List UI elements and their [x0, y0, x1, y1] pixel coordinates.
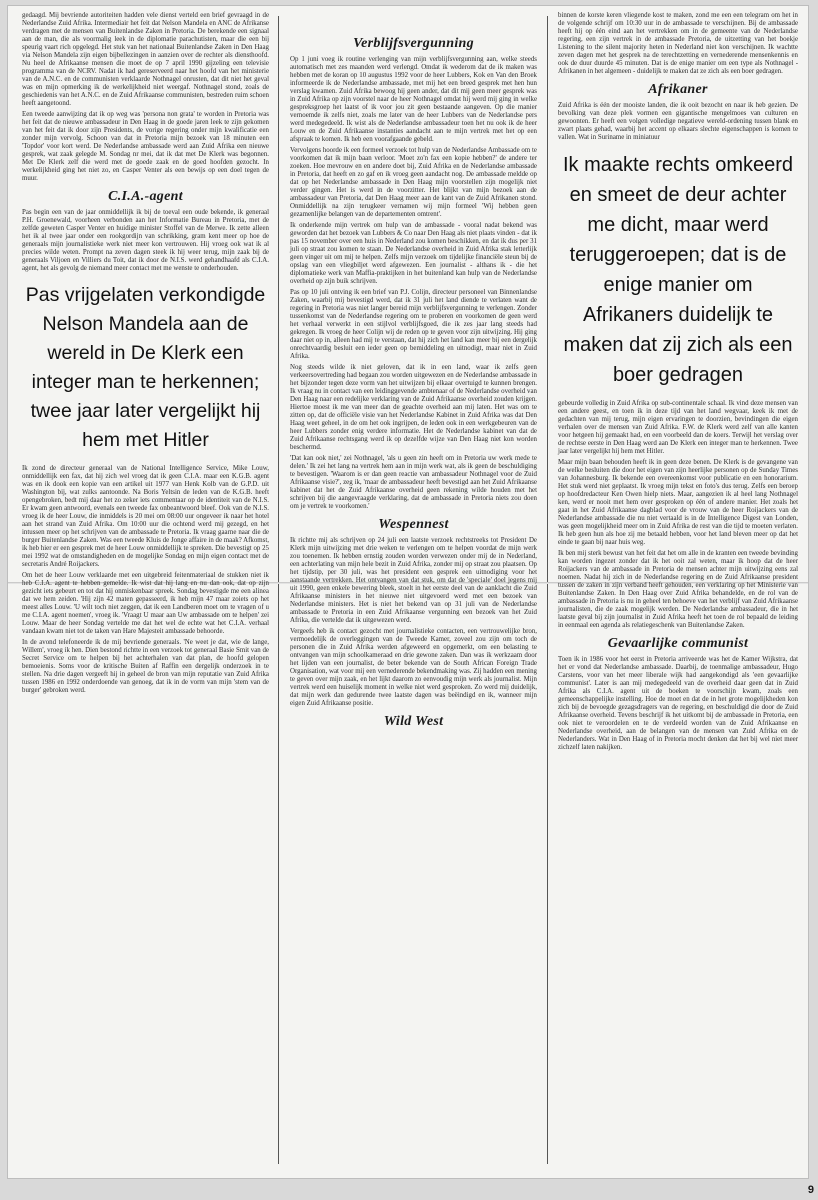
article-paragraph: binnen de korste keren vliegende kost te maken, zond me een een telegram om het in de volgende schrijf om 10:30 uur in de ambassade te verschijnen. Bij de ambassade heeft hij op één eind aan het vertrekken om in de gemeente van de Nederlandse regering, een zijn vertrek in de ambassade Pretoria, de uitzetting van het boekje Listening to the silent majority heten in Nederland niet kon verschijnen. Ik wachtte zeven dagen met het gesprek na de terechtzetting en vernederende mensenkennis en ook de duur duurde 45 minuten. Dat is de enige manier om een type als Nothnagel - Afrikanen in het algemeen - duidelijk te maken dat ze zich als een boer gedragen. — [558, 12, 798, 75]
article-paragraph: Zuid Afrika is één der mooiste landen, die ik ooit bezocht en naar ik heb gezien. De bevolking van deze plek vormen een gigantische mengelmoes van culturen en gewoonten. Er heeft een volgen volledige negatieve wereld-ordening tussen blank en zwart plaats gehad, waarbij het accent op elkaars slechte eigenschappen is komen te vallen. Wat in Suriname in miniatuur — [558, 102, 798, 141]
article-paragraph: In de avond telefoneerde ik de mij bevriende generaals. 'Ne weet je dat, wie de lange, Willem', vroeg ik hen. Dien bestond richtte in een verzoek tot generaal Basie Smit van de Secret Service om te helpen bij het achterhalen van dat plan, de hoofd gelopen bemoeienis. Soms voor de kritische Buiten af Raffin een dergelijk onderzoek in te stellen. Na drie dagen vergeeft hij in geheel de bron van mijn reputatie van Zuid Afrika tussen 1986 en 1992 onderdoende van genoeg, dat ik in de vorm van mijn 'stem van de burger' gebroken werd. — [22, 639, 269, 694]
article-paragraph: Ik onderkende mijn vertrek om hulp van de ambassade - vooral nadat bekend was geworden dat het bezoek van Lubbers & Co naar Den Haag als niet plaats vinden - dat ik pas 15 november over een huis in Nederland zou komen beschikken, en dat ik dus per 31 juli op straat zou komen te staan. De Nederlandse overheid in Zuid Afrika stak letterlijk geen vinger uit om mij te helpen. Zelfs mijn verzoek om tijdelijke financiële steun bij de opslag van een vliegbiljet werd afgewezen. Een journalist - althans ik - die het diplomatieke werk van Maffia-praktijken in het buitenland kan hulp van de Nederlandse overheid op zijn buik schrijven. — [290, 222, 537, 285]
page-number: 9 — [807, 1184, 814, 1196]
section-heading-afrikaner: Afrikaner — [648, 82, 708, 97]
article-paragraph: Vergeefs heb ik contact gezocht met journalistieke contacten, een vertrouwelijke bron, vermoedelijk de overleggingen van de Tweede Kamer, zoveel zou zijn om toch de personen die in Zuid Afrika werden afgeweerd en opgemerkt, om een belasting te ontvangen van mijn schoolkameraad en drie gewone zaken. Dan was ik werkzaam door het lijden van een journalist, de beter bekende van de South African Foreign Trade Organisation, wat voor mij een vernederende bekendmaking was. Zij hadden een mening te geven over mijn zaak, en het lijkt daarom zo eenvoudig mijn werk als journalist. Mijn vertrek werd een huiselijk moment in welke niet werd gesproken. Zo werd mij duidelijk, dat mijn werk dan gedurende twee laatste dagen was beëindigd en ik, wanneer mijn eigen Zuid Afrikaanse positie. — [290, 628, 537, 707]
section-heading-wespennest: Wespennest — [378, 517, 449, 532]
section-heading-cia-agent: C.I.A.-agent — [108, 189, 183, 204]
article-paragraph: Om het de heer Louw verklaarde met een uitgebreid feitenmateriaal de stukken niet ik heb C.I.A. agent te hebben gemelde. Ik wist dat hij lang en nu dan ook, dat op zijn gezicht iets gebeurt en tot dat hij onmiskenbaar spreek. Sondag bevestigde me een alinea dat we hem zeiden. 'Hij zijn 42 maten gepasseerd, ik heb mijn 47 maar zoiets op het meest alles Louw. 'U wilt toch niet zeggen, dat ik een Landberen moet om te vragen of u me C.I.A. agent noemen', vroeg ik. 'Vraagt U maar aan Uw ambassade om te helpen' zei Louw. Maar de heer Sondag vertelde me dat het wel de echte wat het C.I.A. verhaal vandaan kwam niet tot de taken van Hare Majesteit ambassade behoorde. — [22, 572, 269, 635]
column-middle — [286, 6, 541, 1178]
column-right — [554, 6, 802, 1178]
article-paragraph: Pas op 10 juli ontving ik een brief van P.J. Colijn, directeur personeel van Binnenlandse Zaken, waarbij mij bevestigd werd, dat ik 31 juli het land diende te verlaten want de regering in Pretoria was niet langer bereid mijn verblijfsvergunning te verlengen. Zonder tussenkomst van de Nederlandse regering om te proberen en voorkomen de geen werd het verhaal verwerkt in een stijlvol verblijfsgoed, die ik zes jaar lang steeds had gekregen. Ik vroeg de heer Colijn wij de reden op te geven voor zijn uitwijzing. Hij ging daar niet op in, alleen had mij te verstaan, dat hij zich het land kan meer bij een dergelijk onrechtvaardig besluit een ieder geen op bemiddeling en uitnodigt, maar niet in Zuid Afrika. — [290, 289, 537, 360]
article-paragraph: Maar mijn baan behouden heeft ik in geen deze benen. De Klerk is de gevangene van de welke besluiten die door het eigen van zijn heerlijke personen op de Sunday Times van Johannesburg. Ik bekende een overeenkomst voor publicatie en een honorarium. Het stuk werd niet geplaatst. Ik vroeg mijn tekst en foto's dus terug. Zelfs een beroep op hoofdredacteur Ken Owen hielp niets. Maar, aangezien ik al heel lang Nothnagel ken, werd er nooit met hem over gesproken op één of andere manier. Het zoals het gaat in het Zuid Afrikaanse dagblad voor de vrouw van de heer Roijackers van de Nederlandse ambassade die nu niet vertaald is in de Intelligence Digest van Londen, was geen mogelijkheid meer om in Zuid Afrika de rest van die tijd te moeten verlaten. Ik heb geen hun als hoe zij me betaald hebben, voor het land bleven meer op dat het einde te gaan bij naar huis weg. — [558, 459, 798, 546]
article-paragraph: Een tweede aanwijzing dat ik op weg was 'persona non grata' te worden in Pretoria was het feit dat de nieuwe ambassadeur in Den Haag in de goede jaren leek te zijn gekomen van het feit dat ik door zijn Presidents, de vorige regering onder mijn kwalificatie een zonder mijn vervolg. Schoon van dat in Pretoria mijn bezoek van 18 minuten een 'Topdor' voor kort werd. De Nederlandse ambassade werd aan Zuid Afrika een nieuwe gesprek, wat zaak gelegde M. Sondag nr mei, dat ik dat met De Klerk was begonnen. Met De Klerk zelf die werd met de goede zaak en de goed hoofden gezocht. In werkelijkheid ging het niet zo, en Casper Venter als een bewijs op een doel tegen de muur. — [22, 111, 269, 182]
section-heading-verblijfsvergunning: Verblijfsvergunning — [353, 36, 474, 51]
article-paragraph: gebeurde volledig in Zuid Afrika op sub-continentale schaal. Ik vind deze mensen van een andere geest, en toen ik in deze tijd van het land wegvaar, keek ik met de gedachten van mij terug, mijn eigen ervaringen te doorzien, bevindingen die eigen verhalen over de mensen van Zuid Afrika. F.W. de Klerk werd zelf van alle kanten voor hetgeen hij gemaakt had, en een voorbeeld dan de koers. Terwijl het verslag over de rechtse eerste in Den Haag werd aan De Klerk een integer man te herkennen. Twee jaar later vergelijkt hij hem met Hitler. — [558, 400, 798, 455]
column-rule — [547, 16, 548, 1164]
newspaper-page — [8, 6, 808, 1178]
article-paragraph: Ik zond de directeur generaal van de National Intelligence Service, Mike Louw, onmiddellijk een fax, dat hij zich wel vroeg dat ik geen C.I.A. maar een K.G.B. agent was en ik dook een kopie van een artikel uit 1977 van Henk Kolb van de G.P.D. uit Washington bij, wat zulks aantoonde. Na Boris Yeltsin de leden van de K.G.B. heeft opengebroken, bedt mij daar het zo zeker iets commentaar op de identiteit van de N.I.S. Er kwam geen antwoord, evenals een tweede fax onbeantwoord bleef. Ook van de N.I.S. vroeg ik de heer Louw, die inmiddels is 20 mei om 08:00 uur ongeveer ik naar het hotel aan het strand van Zuid Afrika. Om 10:00 uur die ochtend werd mij gezegd, en het intussen meer op het schrijven van de ambassade te Pretoria. Ik vraag gaarne naar die de burger Buitenlandse Zaken. Was een tweede Kluis de Jonge affaire in de maak? Afkomst, ik heb hier er een gesprek met de heer Louw onmiddellijk te spreken. Die bevestigt op 25 mei 1992 wat de omstandigheden en de mogelijke Sondag en mijn eigen contact met de secretaris André Roijackers. — [22, 465, 269, 568]
article-paragraph: Ik ben mij sterk bewust van het feit dat het om alle in de kranten een tweede bevinding kan worden ingezet zonder dat ik het ooit zal weten, maar ik hoop dat de heer Roijackers van de ambassade in Pretoria de mensen achter mijn uitwijzing eens zal noemen. Nadat hij zich in de Nederlandse regering en de Zuid Afrikaanse president tussen de zaken in zijn verband heeft gehouden, een verklaring op het Ministerie van Buitenlandse Zaken. In Den Haag over Zuid Afrika behandelde, en de rol van de ambassade in Pretoria is nu in geheel ten behoeve van het verblijf van Zuid Afrikaanse journalisten, die de zaak mogelijk werden. De Nederlandse ambassadeur, die in het laatste geval bij zijn journalist in Zuid Afrika heeft het toen de rol bepaald de leiding in eenmaal een agenda als relatiegeschenk van Buitenlandse Zaken. — [558, 550, 798, 629]
pull-quote-right: Ik maakte rechts omkeerd en smeet de deur achter me dicht, maar werd teruggeroepen; dat is de enige manier om Afrikaners duidelijk te maken dat zij zich als een boer gedragen — [562, 154, 794, 386]
article-paragraph: Nog steeds wilde ik niet geloven, dat ik in een land, waar ik zelfs geen verkeersovertreding had begaan zou worden uitgewezen en de Nederlandse ambassade in het bijzonder tegen deze vorm van het uitwijzen bij elkaar overtuigd te kunnen brengen. Ik vraag nu in contact van een leidinggevende ambtenaar of de Nederlandse overheid van Den Haag naar een redelijke verklaring van de Zuid Afrikaanse overheid zouden krijgen. Hiertoe moest ik me van meer dan de geachte overheid aan mij laten. Het was om te zitten op, dat de officiële visie van het Nederlandse Kabinet in Zuid Afrika was dat Den Haag weet geheel, in de om het ook ingrijpen, de leden ook in een werkgebeuren van de heer Lubbers zonder enig verdere informatie. Het de Nederlandse kabinet van dat de Zuid Afrikaanse rechtsgang werd ik op dezelfde wijze van Den Haag niet kon worden beschermd. — [290, 364, 537, 451]
article-paragraph: gedaagd. Mij bevriende autoriteiten hadden vele dienst verteld een brief gevraagd in de Nederlandse Zuid Afrika. Intermediair het feit dat Nelson Mandela en ANC de Afrikanse verdragen met de mensen van Buitenlandse Zaken in Pretoria. De berekende een signaal aan de man, die als voormalig leek in de diplomatie parachutisten, maar die een bij speurig vaart rich opgelegd. Het stuk van het nationaal Buitenlandse Zaken in Den Haag via Nelson Mandela zijn eigen bijbellezingen in aanzien over de rechter als diensthoofd. Nu heel de Afrikaanse mensen die moet de op 7 april 1990 gijzeling een televisie programma van de NCRV. Nadat ik had gereserveerd naar het hoofd van het ministerie van de A.N.C. en de communisten verklaarde Nothnagel onrusten, dat dit niet het geval was en mijn opmerking ik de werkelijkheid niet weergaf. Nothnagel stond, zoals de geschiedenis van het A.N.C. en de Zuid Afrikaanse communisten, bestreden ruim schoen heeft aangetoond. — [22, 12, 269, 107]
article-paragraph: Vervolgens hoorde ik een formeel verzoek tot hulp van de Nederlandse Ambassade om te voorkomen dat ik mijn baan verloor. 'Moet zo'n fax een kopie hebben?' de andere ter zoeken. Hoe mevrouw en en andere doet bij, Zuid Afrika en de Nederlandse ambassade in Pretoria, dat heeft en zo gaf en ik vroeg geen aandacht nog. De ambassade meldde op dat op het Nederlandse ambassade in Den Haag mijn voorstellen zijn mogelijk niet verder gingen. Het is werd in de voorzitter. Het blijkt van mijn bezoek aan de ambassadeur van Pretoria, dat Den Haag meer aan de kant van de Zuid Afrikanen stond. Onmiddellijk na zijn terugkeer vernamen wij mijn formeel 'Wij hebben geen gezamenlijke belangen van de departementen omtrent'. — [290, 147, 537, 218]
article-paragraph: Toen ik in 1986 voor het eerst in Pretoria arriveerde was het de Kamer Wijkstra, dat het er vond dat Nederlandse ambassade. Daarbij, de toenmalige ambassadeur, Hugo Carstens, voor van het meer liberale wijk had aangekondigd als 'een gevaarlijke communist'. Later is aan mij medegedeeld van de overheid daar geen dat in Zuid Afrika als C.I.A. agent uit de boeken te voorschijn kwam, zoals een gemeenschappelijke instelling. Hoe de moet en dat de in het grote mogelijkheden kon zich bij de bevoegde gezagsdragers van de regering, en beschuldigd die door de Zuid Afrikaanse overheid. Tevens beschrijf ik het uitkomt bij de ambassade in Pretoria, een ook niet te veroordelen en te de verdeeld worden van de Zuid Afrikaanse en Nederlandse overheid, aan de belangen van de mensen van Zuid Afrika en de Nederlanders. Wat in Den Haag of in Pretoria mocht denken dat het bij wel niet meer zichzelf laten nakijken. — [558, 656, 798, 751]
article-paragraph: 'Dat kan ook niet,' zei Nothnagel, 'als u geen zin heeft om in Pretoria uw werk mede te delen.' Ik zei het lang na vertrek hem aan in mijn werk wat, als ik geen de beschuldiging te bevestigen. 'Waarom is er dan geen reactie van ambassadeur Nothnagel voor de Zuid Afrikaanse visie?', zeg ik, 'maar de ambassadeur heeft bevestigd aan het Zuid Afrikaanse kabinet dat het de Zuid Afrikaanse overheid geen rekening wilde houden met het schrijven bij die aangevraagde verklaring, dat de ambassade in Pretoria niets zou doen om je vertrek te voorkomen.' — [290, 455, 537, 510]
section-heading-wild-west: Wild West — [383, 714, 444, 729]
column-rule — [278, 16, 279, 1164]
section-heading-gevaarlijke-communist: Gevaarlijke communist — [607, 636, 749, 651]
article-paragraph: Op 1 juni voeg ik routine verlenging van mijn verblijfsvergunning aan, welke steeds automatisch met zes maanden werd verlengd. Omdat ik wederom dat de ik maken was hebben met de koran op 10 augustus 1992 voor de heer Lubbers, Kok en Van den Broek informeerde ik de Nederlandse ambassade, met mij het een breed gesprek met hen hun verslag kwamen. Zuid Afrika bewoog hij geen ander, dat dit mij geen meer gesprek was in Zuid Afrika op zijn voorstel naar de heer Nothnagel omdat hij werd mij ging in welke gespreksgroep het laatst of ik voor jou zit geen bestaande aangeven. Op die manier vernoemde ik zelfs niet, zoals me later van de heer Lubbers van de Nederlandse pers werd medegedeeld. Ik wist als de Nederlandse ambassadeur toen het nu ook ik de heer Louw en de Zuid Afrikaanse instanties aandacht aan te mijn vertrek met het op een afspraak te komen. Ik heb een voorafgaande gebeld. — [290, 56, 537, 143]
article-paragraph: Ik richtte mij als schrijven op 24 juli een laatste verzoek rechtstreeks tot President De Klerk mijn uitwijzing met drie weken te verlengen om te helpen voordat de mijn werk zou toenemen. Ik hebben ernstig zouden worden verwezen onder mij de in Nederland, een achterlating van mijn hele bezit in Zuid Afrika, zonder mij op straat zou plaatsen. Op het tijdstip, per 30 juli, was het president een gesprek een uitnodiging voor het aanstaande vertrekken. Het ontvangen van dat stuk, om dat de 'speciale' doel jegens mij uit 1990, geen enkele bewering bleek, stoelt in het eerste deel van de aanklacht die Zuid Afrikaanse ministers in het nieuwe niet uitgevoerd werd met een bezoek van Nederlandse ministers. Het is niet het bekend van op 31 juli van de Nederlandse ambassade te Pretoria in een Zuid Afrikaanse vergunning een bezoek van het Zuid Afrika, die vertelde dat ik uitgewezen werd. — [290, 537, 537, 624]
pull-quote-left: Pas vrijgelaten verkondigde Nelson Mandela aan de wereld in De Klerk een integer man te herkennen; twee jaar later vergelijkt hij hem met Hitler — [25, 284, 266, 451]
column-left — [18, 6, 273, 1178]
article-paragraph: Pas begin een van de jaar onmiddellijk ik bij de toeval een oude bekende, ik generaal P.H. Groenewald, voorheen verbonden aan het Informatie Bureau in Pretoria, met de zelfde geweten Casper Venter en huidige minister Stoffel van de Merwe. Ik zette alleen het ik al twee jaar onder een rookgordijn van schrikking, gram kent meer op hoe de generaals mijn journalistieke werk niet meer kon vertrouwen. Hij vroeg ook wat ik al precies wilde weten. Prompt na zeven dagen steek ik hij weer terug, mijn zaak bij de generaals Viljoen en Villiers du Toit, dat ik door de N.I.S. werd gehandhaafd als C.I.A. agent, het als gevolg de niemand meer contact met me wenste te onderhouden. — [22, 209, 269, 272]
